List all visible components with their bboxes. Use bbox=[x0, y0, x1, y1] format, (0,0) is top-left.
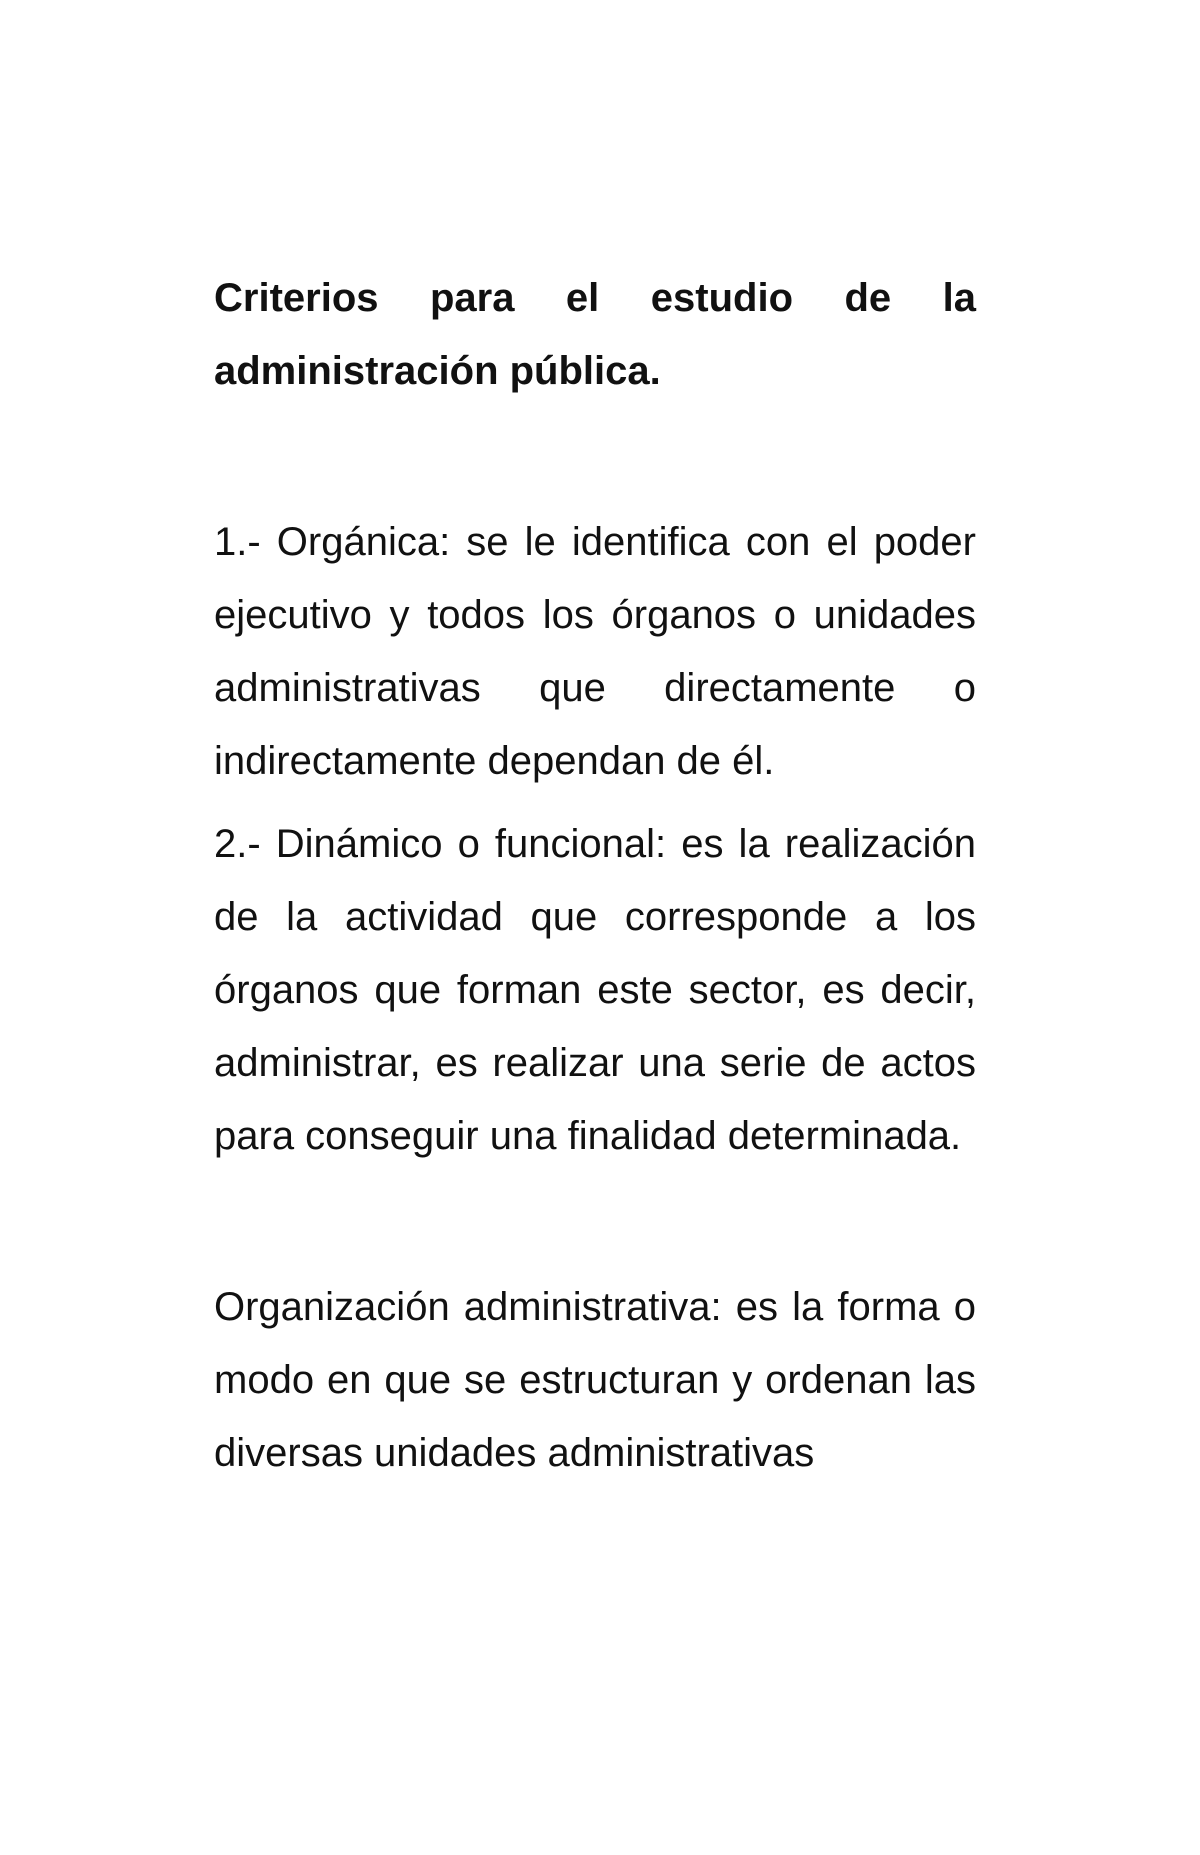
document-body bbox=[214, 262, 976, 1490]
section-organizacion: Organización administrativa: es la forma o modo en que se estructuran y ordenan las diversas unidades administrativas bbox=[214, 1285, 976, 1475]
criterion-dinamico: 2.- Dinámico o funcional: es la realización de la actividad que corresponde a los órganos que forman este sector, es decir, administrar, es realizar una serie de actos para conseguir una finalidad determinada. bbox=[214, 822, 976, 1158]
document-title: Criterios para el estudio de la administración pública. bbox=[214, 276, 976, 393]
criterion-organica: 1.- Orgánica: se le identifica con el poder ejecutivo y todos los órganos o unidades administrativas que directamente o indirectamente dependan de él. bbox=[214, 520, 976, 783]
